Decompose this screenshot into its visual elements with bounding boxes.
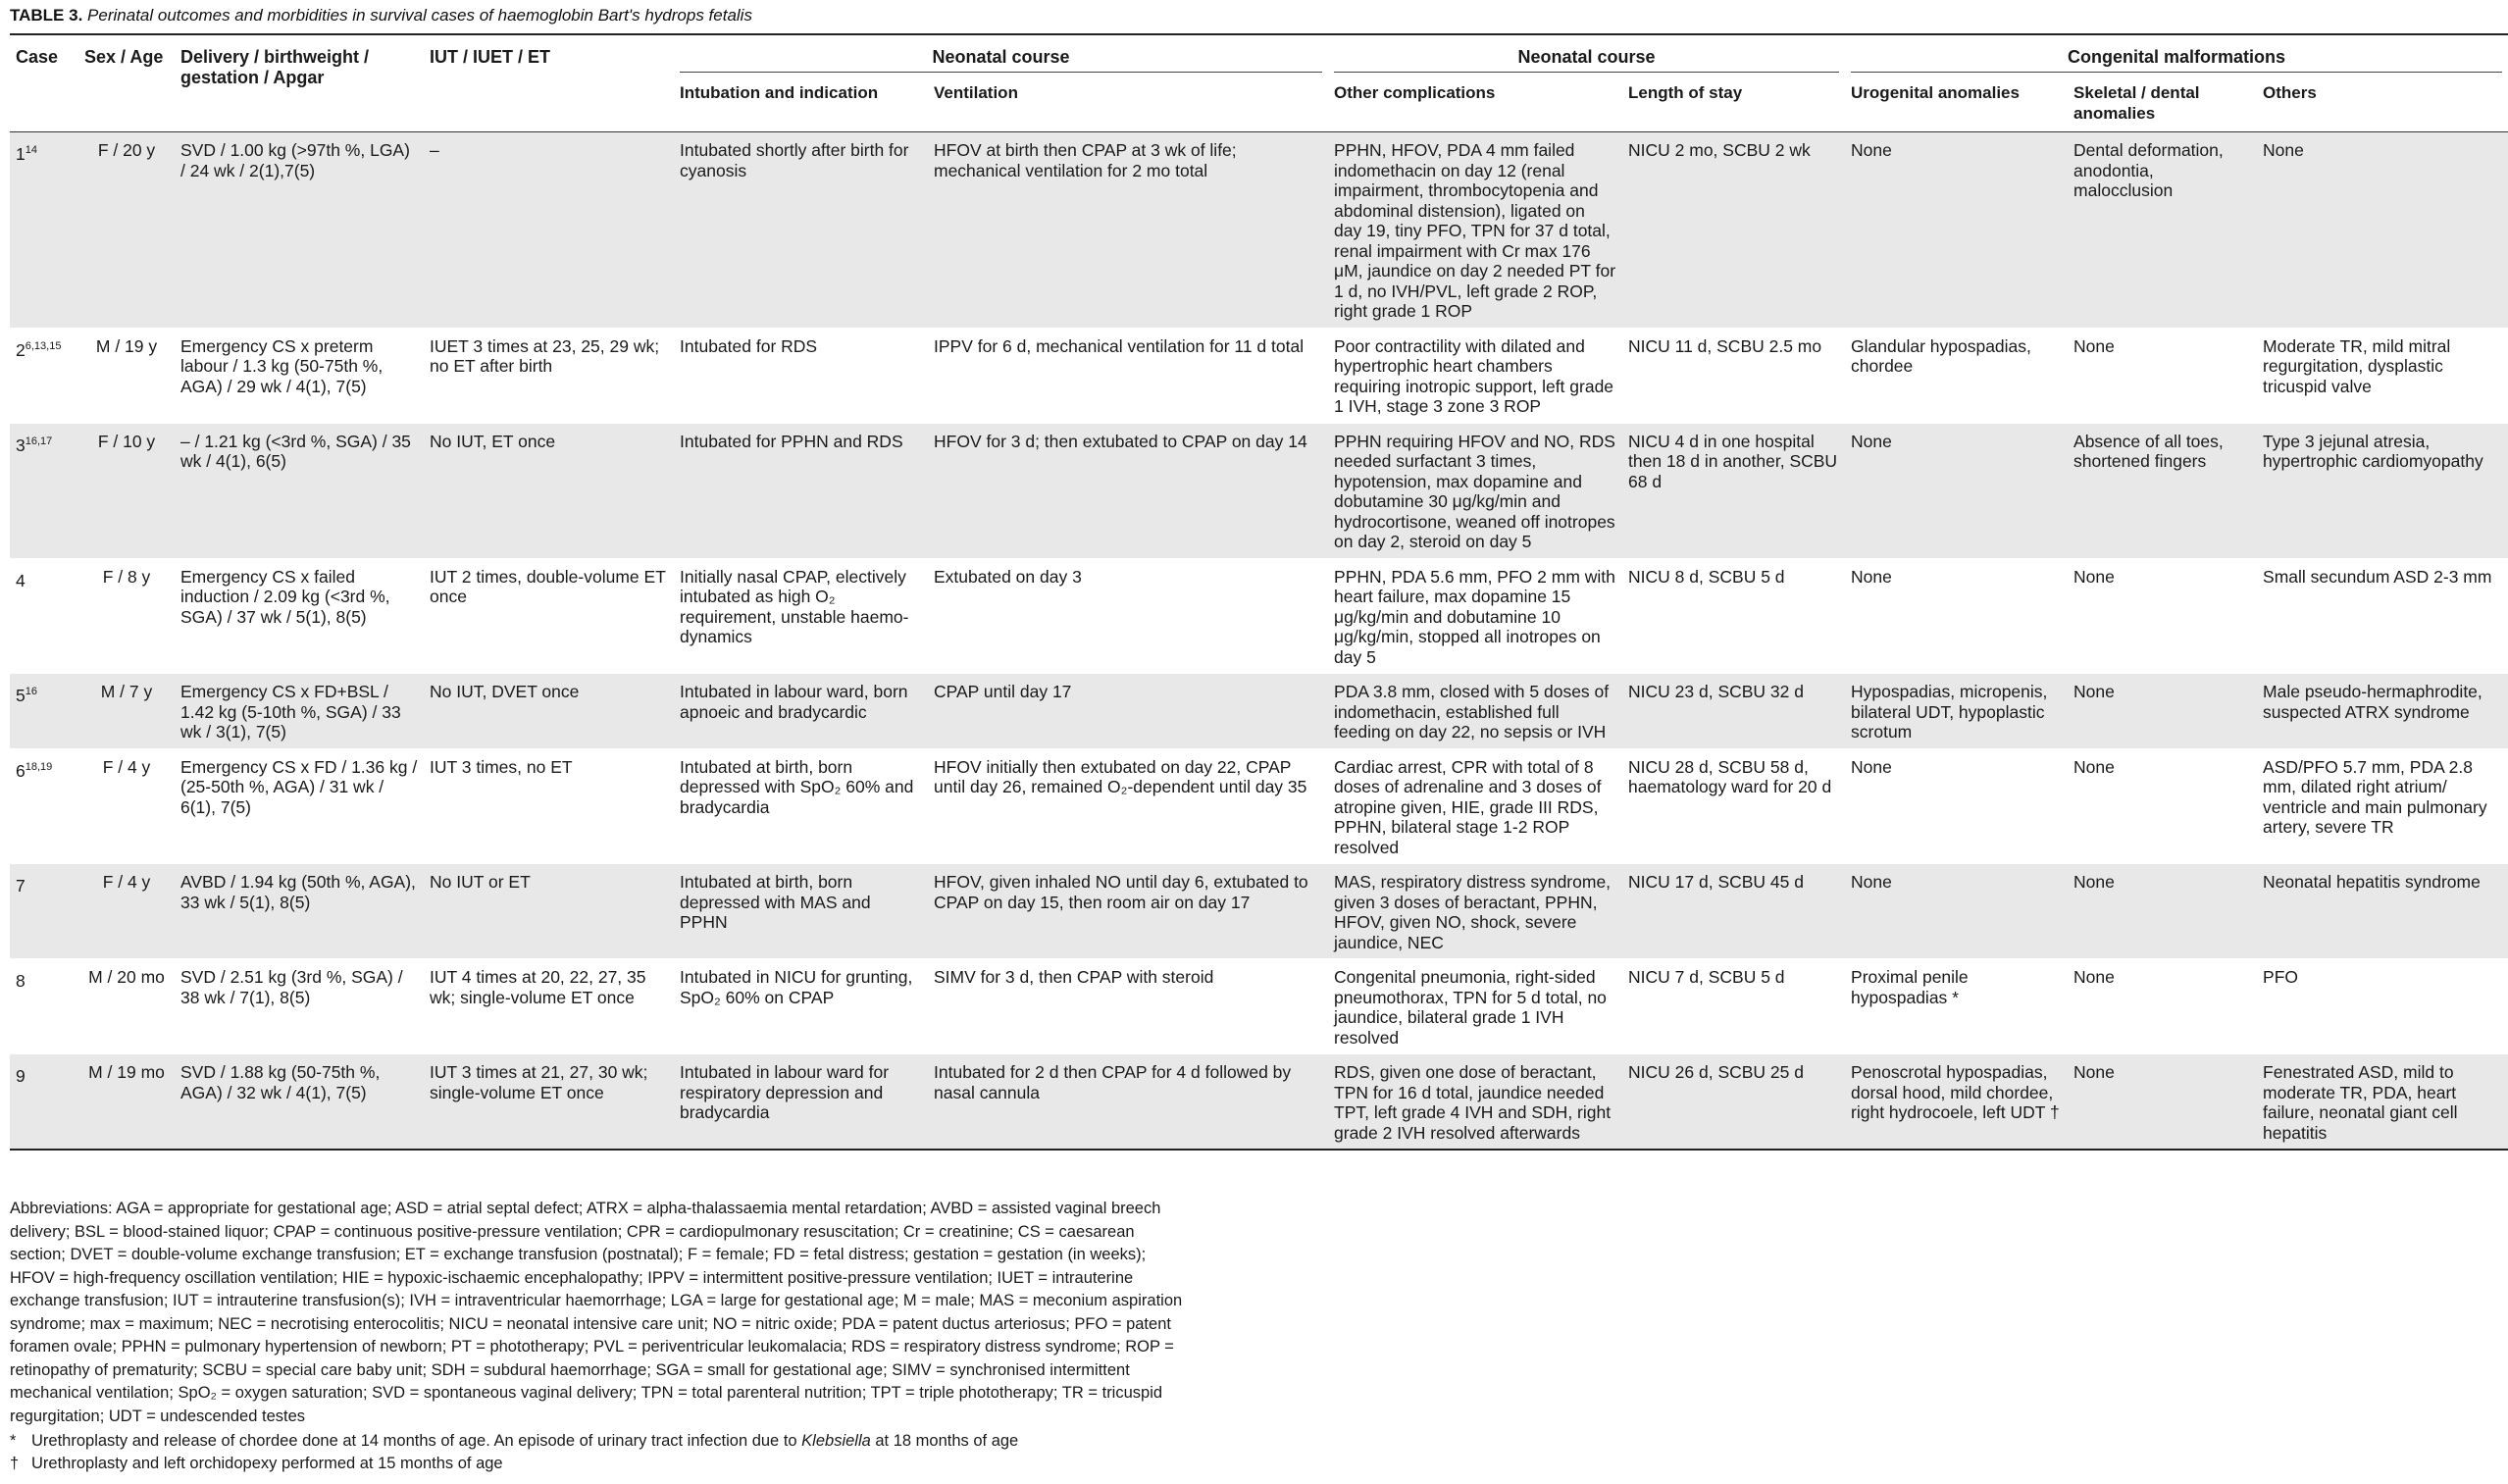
case-number: 6 [16, 760, 26, 781]
cell-intubation: Intubated in labour ward, born apnoeic and bradycardic [674, 674, 928, 749]
cell-sex-age: M / 19 y [95, 335, 158, 356]
cell-case [10, 132, 78, 329]
cell-urogenital: None [1845, 423, 2068, 558]
footnote-text: Urethroplasty and left orchidopexy performed at 15 months of age [31, 1455, 503, 1472]
cell-iut: No IUT or ET [424, 864, 674, 959]
table-row [10, 558, 2508, 674]
table-row [10, 132, 2508, 329]
cell-case [10, 959, 78, 1054]
cell-stay: NICU 26 d, SCBU 25 d [1622, 1054, 1845, 1151]
cell-ventilation: HFOV at birth then CPAP at 3 wk of life; mechanical ventilation for 2 mo total [928, 132, 1328, 329]
cell-others: None [2257, 132, 2508, 329]
cell-delivery: Emergency CS x FD / 1.36 kg / (25-50th %, AGA) / 31 wk / 6(1), 7(5) [180, 756, 418, 817]
cell-intubation: Intubated for PPHN and RDS [674, 423, 928, 558]
col-iut: IUT / IUET / ET [430, 47, 551, 67]
cell-others: Fenestrated ASD, mild to moderate TR, PDA, heart failure, neonatal giant cell hepatitis [2257, 1054, 2508, 1151]
col-intubation: Intubation and indication [680, 83, 879, 102]
cell-intubation: Intubated in NICU for grunting, SpO₂ 60% on CPAP [680, 967, 913, 1007]
footnote-text-after: at 18 months of age [870, 1432, 1019, 1450]
cell-sex-age: F / 20 y [78, 132, 175, 329]
cell-case [10, 328, 78, 423]
cell-iut: No IUT, ET once [424, 423, 674, 558]
cell-other: PPHN, PDA 5.6 mm, PFO 2 mm with heart failure, max dopamine 15 μg/kg/min and dobutamine 10 μg/kg/min, stopped all inotropes on day 5 [1334, 566, 1615, 667]
table-row [10, 674, 2508, 749]
header-row-1 [10, 37, 2508, 77]
footnote-italic: Klebsiella [801, 1432, 871, 1450]
cell-stay: NICU 23 d, SCBU 32 d [1622, 674, 1845, 749]
cell-skeletal: None [2073, 335, 2115, 356]
cell-delivery: Emergency CS x preterm labour / 1.3 kg (50-75th %, AGA) / 29 wk / 4(1), 7(5) [180, 335, 384, 396]
cell-stay: NICU 2 mo, SCBU 2 wk [1622, 132, 1845, 329]
reference-superscript: 16,17 [25, 435, 53, 447]
cell-skeletal: None [2068, 1054, 2257, 1151]
cell-stay: NICU 17 d, SCBU 45 d [1622, 864, 1845, 959]
cell-sex-age: F / 8 y [102, 566, 151, 587]
cell-case [10, 864, 78, 959]
col-ventilation: Ventilation [934, 83, 1018, 102]
cell-skeletal: None [2068, 864, 2257, 959]
cell-delivery: Emergency CS x failed induction / 2.09 kg (<3rd %, SGA) / 37 wk / 5(1), 8(5) [180, 566, 390, 627]
col-urogenital: Urogenital anomalies [1851, 83, 2020, 102]
table-row [10, 959, 2508, 1054]
case-number: 2 [16, 339, 26, 360]
cell-intubation: Intubated for RDS [680, 335, 818, 356]
reference-superscript: 16 [25, 686, 37, 697]
cell-others: Male pseudo-hermaphrodite, suspected ATRX syndrome [2257, 674, 2508, 749]
group-label: Congenital malformations [1851, 47, 2502, 73]
case-number: 1 [16, 143, 26, 164]
cell-other: PPHN requiring HFOV and NO, RDS needed surfactant 3 times, hypotension, max dopamine and dobutamine 30 μg/kg/min and hydrocortisone, weaned off inotropes on day 2, steroid on day 5 [1328, 423, 1622, 558]
outcomes-table [10, 37, 2508, 1151]
table-number: TABLE 3. [10, 6, 83, 25]
cell-sex-age: F / 10 y [78, 423, 175, 558]
cell-ventilation: CPAP until day 17 [928, 674, 1328, 749]
case-number: 3 [16, 435, 26, 455]
cell-others: Small secundum ASD 2-3 mm [2263, 566, 2492, 587]
footnote-text: Urethroplasty and release of chordee done at 14 months of age. An episode of urinary tract infection due to [31, 1432, 802, 1450]
cell-other: RDS, given one dose of beractant, TPN for 16 d total, jaundice needed TPT, left grade 4 IVH and SDH, right grade 2 IVH resolved afterwards [1328, 1054, 1622, 1151]
table-row [10, 748, 2508, 864]
cell-urogenital: None [1845, 864, 2068, 959]
col-delivery: Delivery / birthweight / gestation / Apgar [180, 47, 370, 87]
cell-other: PPHN, HFOV, PDA 4 mm failed indomethacin on day 12 (renal impairment, thrombocytopenia and abdominal distension), ligated on day 19, tiny PFO, TPN for 37 d total, renal impairment with Cr max 176 μM, jaundice on day 2 needed PT for 1 d, no IVH/PVL, left grade 2 ROP, right grade 1 ROP [1328, 132, 1622, 329]
cell-other: Poor contractility with dilated and hypertrophic heart chambers requiring inotropic support, left grade 1 IVH, stage 3 zone 3 ROP [1334, 335, 1614, 416]
cell-urogenital: None [1845, 132, 2068, 329]
cell-ventilation: HFOV initially then extubated on day 22, CPAP until day 26, remained O₂-dependent until day 35 [934, 756, 1307, 796]
cell-sex-age: M / 19 mo [78, 1054, 175, 1151]
cell-other: Congenital pneumonia, right-sided pneumothorax, TPN for 5 d total, no jaundice, bilateral grade 1 IVH resolved [1334, 967, 1607, 1048]
table-caption [10, 6, 752, 26]
cell-sex-age: M / 7 y [78, 674, 175, 749]
cell-intubation: Intubated shortly after birth for cyanosis [674, 132, 928, 329]
table-row [10, 328, 2508, 423]
footnote-symbol: † [10, 1455, 20, 1472]
cell-stay: NICU 4 d in one hospital then 18 d in another, SCBU 68 d [1622, 423, 1845, 558]
cell-case [10, 674, 78, 749]
cell-skeletal: None [2068, 674, 2257, 749]
cell-iut: IUET 3 times at 23, 25, 29 wk; no ET after birth [430, 335, 660, 376]
cell-case [10, 423, 78, 558]
cell-delivery: SVD / 2.51 kg (3rd %, SGA) / 38 wk / 7(1), 8(5) [180, 967, 403, 1007]
cell-others: PFO [2263, 967, 2299, 987]
cell-case [10, 558, 78, 674]
case-number: 8 [16, 970, 26, 991]
cell-ventilation: Intubated for 2 d then CPAP for 4 d followed by nasal cannula [928, 1054, 1328, 1151]
group-label: Neonatal course [680, 47, 1322, 73]
cell-other: Cardiac arrest, CPR with total of 8 doses of adrenaline and 3 doses of atropine given, HIE, grade III RDS, PPHN, bilateral stage 1-2 ROP resolved [1334, 756, 1602, 857]
cell-ventilation: Extubated on day 3 [934, 566, 1082, 587]
cell-urogenital: Glandular hypospadias, chordee [1851, 335, 2031, 376]
col-case: Case [16, 47, 59, 67]
group-neonatal-course-2 [1328, 37, 1845, 77]
case-number: 4 [16, 570, 26, 590]
table-body [10, 132, 2508, 1151]
cell-intubation: Initially nasal CPAP, electively intubated as high O₂ requirement, unstable haemo-dynamics [680, 566, 909, 646]
cell-iut: No IUT, DVET once [424, 674, 674, 749]
cell-urogenital: Penoscrotal hypospadias, dorsal hood, mild chordee, right hydrocoele, left UDT † [1845, 1054, 2068, 1151]
footnote-symbol: * [10, 1432, 17, 1450]
reference-superscript: 6,13,15 [25, 339, 62, 352]
top-rule [10, 33, 2508, 35]
cell-stay: NICU 8 d, SCBU 5 d [1628, 566, 1785, 587]
cell-sex-age: M / 20 mo [88, 967, 165, 987]
cell-intubation: Intubated at birth, born depressed with SpO₂ 60% and bradycardia [680, 756, 914, 817]
cell-sex-age: F / 4 y [78, 864, 175, 959]
cell-skeletal: Dental deformation, anodontia, malocclusion [2068, 132, 2257, 329]
col-others: Others [2263, 83, 2317, 102]
col-skeletal: Skeletal / dental anomalies [2073, 83, 2200, 123]
case-number: 7 [16, 875, 26, 896]
cell-intubation: Intubated at birth, born depressed with MAS and PPHN [674, 864, 928, 959]
cell-others: ASD/PFO 5.7 mm, PDA 2.8 mm, dilated right atrium/ ventricle and main pulmonary artery, severe TR [2263, 756, 2487, 837]
cell-delivery: AVBD / 1.94 kg (50th %, AGA), 33 wk / 5(1), 8(5) [175, 864, 424, 959]
cell-urogenital: None [1851, 566, 1892, 587]
cell-delivery: SVD / 1.88 kg (50-75th %, AGA) / 32 wk / 4(1), 7(5) [175, 1054, 424, 1151]
cell-ventilation: SIMV for 3 d, then CPAP with steroid [934, 967, 1214, 987]
cell-delivery: – / 1.21 kg (<3rd %, SGA) / 35 wk / 4(1), 6(5) [175, 423, 424, 558]
cell-other: MAS, respiratory distress syndrome, given 3 doses of beractant, PPHN, HFOV, given NO, shock, severe jaundice, NEC [1328, 864, 1622, 959]
group-neonatal-course-1 [674, 37, 1328, 77]
cell-skeletal: None [2073, 566, 2115, 587]
table-row [10, 1054, 2508, 1151]
footnote-1 [10, 1430, 1018, 1453]
cell-skeletal: None [2073, 967, 2115, 987]
col-sex-age: Sex / Age [84, 47, 164, 67]
cell-ventilation: HFOV, given inhaled NO until day 6, extubated to CPAP on day 15, then room air on day 17 [928, 864, 1328, 959]
table-title: Perinatal outcomes and morbidities in survival cases of haemoglobin Bart's hydrops fetalis [87, 6, 752, 25]
cell-iut: IUT 3 times, no ET [430, 756, 573, 777]
cell-intubation: Intubated in labour ward for respiratory depression and bradycardia [674, 1054, 928, 1151]
group-congenital-malformations [1845, 37, 2508, 77]
cell-others: Neonatal hepatitis syndrome [2257, 864, 2508, 959]
case-number: 5 [16, 685, 26, 705]
group-label: Neonatal course [1334, 47, 1839, 73]
cell-skeletal: Absence of all toes, shortened fingers [2068, 423, 2257, 558]
cell-case [10, 1054, 78, 1151]
cell-ventilation: HFOV for 3 d; then extubated to CPAP on day 14 [928, 423, 1328, 558]
cell-stay: NICU 7 d, SCBU 5 d [1628, 967, 1785, 987]
cell-iut: IUT 2 times, double-volume ET once [430, 566, 666, 606]
cell-iut: IUT 4 times at 20, 22, 27, 35 wk; single-volume ET once [430, 967, 646, 1007]
cell-stay: NICU 28 d, SCBU 58 d, haematology ward for 20 d [1628, 756, 1832, 796]
cell-iut: – [424, 132, 674, 329]
cell-stay: NICU 11 d, SCBU 2.5 mo [1628, 335, 1822, 356]
cell-urogenital: None [1851, 756, 1892, 777]
cell-delivery: Emergency CS x FD+BSL / 1.42 kg (5-10th %, SGA) / 33 wk / 3(1), 7(5) [175, 674, 424, 749]
footnote-2 [10, 1453, 503, 1475]
case-number: 9 [16, 1065, 26, 1086]
cell-others: Moderate TR, mild mitral regurgitation, dysplastic tricuspid valve [2263, 335, 2451, 396]
col-length-of-stay: Length of stay [1628, 83, 1743, 102]
cell-sex-age: F / 4 y [102, 756, 151, 777]
cell-urogenital: Hypospadias, micropenis, bilateral UDT, hypoplastic scrotum [1845, 674, 2068, 749]
cell-delivery: SVD / 1.00 kg (>97th %, LGA) / 24 wk / 2(1),7(5) [175, 132, 424, 329]
cell-skeletal: None [2073, 756, 2115, 777]
cell-other: PDA 3.8 mm, closed with 5 doses of indomethacin, established full feeding on day 22, no sepsis or IVH [1328, 674, 1622, 749]
cell-ventilation: IPPV for 6 d, mechanical ventilation for 11 d total [934, 335, 1305, 356]
col-other-complications: Other complications [1334, 83, 1496, 102]
table-row [10, 864, 2508, 959]
cell-iut: IUT 3 times at 21, 27, 30 wk; single-volume ET once [424, 1054, 674, 1151]
table-row [10, 423, 2508, 558]
abbreviations-note: Abbreviations: AGA = appropriate for gestational age; ASD = atrial septal defect; ATRX = alpha-thalassaemia mental retardation; AVBD = assisted vaginal breech delivery; BSL = blood-stained liquor; CPAP = continuous positive-pressure ventilation; CPR = cardiopulmonary resuscitation; Cr = creatinine; CS = caesarean section; DVET = double-volume exchange transfusion; ET = exchange transfusion (postnatal); F = female; FD = fetal distress; gestation = gestation (in weeks); HFOV = high-frequency oscillation ventilation; HIE = hypoxic-ischaemic encephalopathy; IPPV = intermittent positive-pressure ventilation; IUET = intrauterine exchange transfusion; IUT = intrauterine transfusion(s); IVH = intraventricular haemorrhage; LGA = large for gestational age; M = male; MAS = meconium aspiration syndrome; max = maximum; NEC = necrotising enterocolitis; NICU = neonatal intensive care unit; NO = nitric oxide; PDA = patent ductus arteriosus; PFO = patent foramen ovale; PPHN = pulmonary hypertension of newborn; PT = phototherapy; PVL = periventricular leukomalacia; RDS = respiratory distress syndrome; ROP = retinopathy of prematurity; SCBU = special care baby unit; SDH = subdural haemorrhage; SGA = small for gestational age; SIMV = synchronised intermittent mechanical ventilation; SpO₂ = oxygen saturation; SVD = spontaneous vaginal delivery; TPN = total parenteral nutrition; TPT = triple phototherapy; TR = tricuspid regurgitation; UDT = undescended testes [10, 1200, 1183, 1425]
cell-case [10, 748, 78, 864]
cell-urogenital: Proximal penile hypospadias * [1851, 967, 1969, 1007]
reference-superscript: 18,19 [25, 760, 53, 773]
reference-superscript: 14 [25, 144, 37, 156]
cell-others: Type 3 jejunal atresia, hypertrophic cardiomyopathy [2257, 423, 2508, 558]
